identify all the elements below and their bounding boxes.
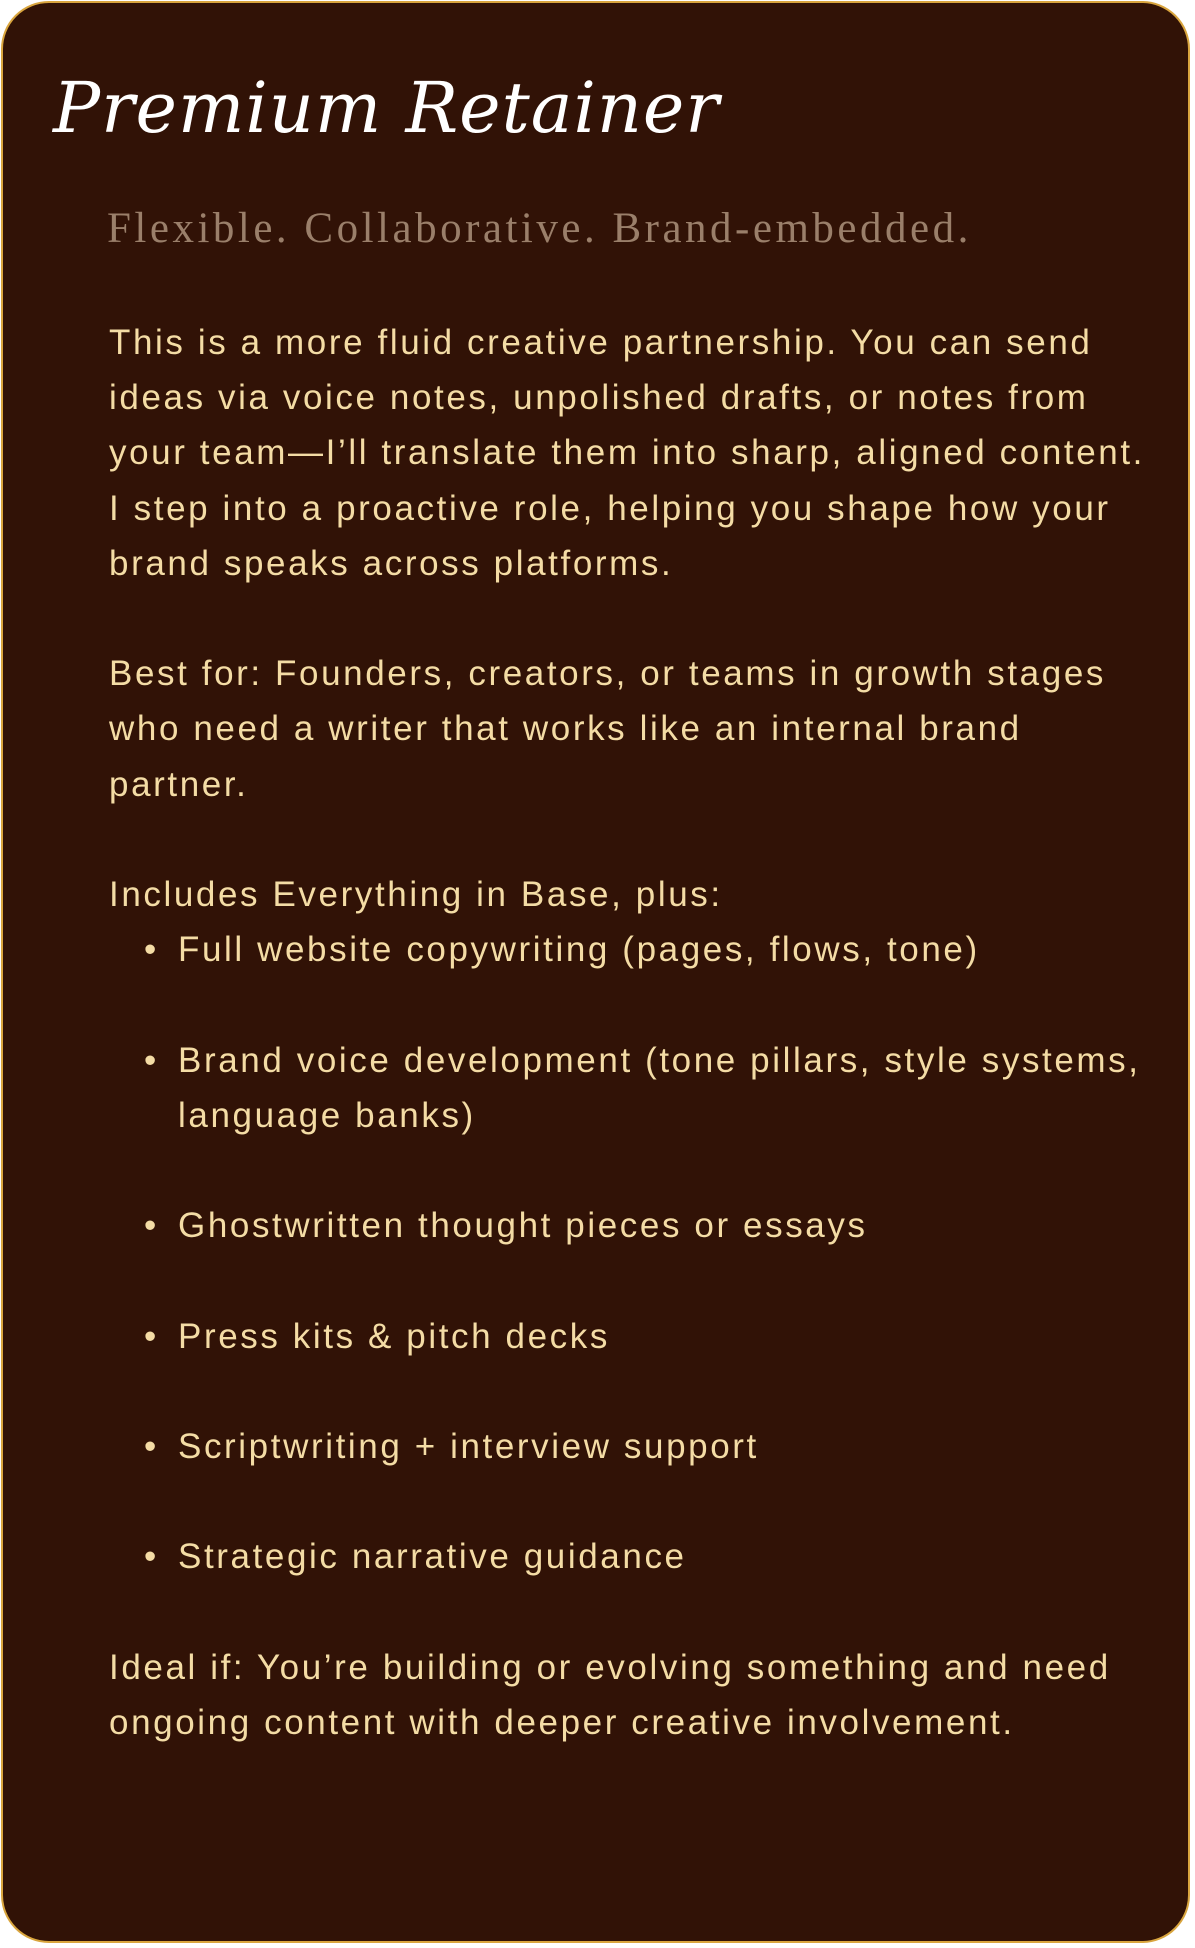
spacer bbox=[109, 591, 1149, 646]
list-item bbox=[144, 1198, 1149, 1253]
list-item bbox=[144, 1033, 1149, 1143]
best-for-paragraph: Best for: Founders, creators, or teams in growth stages who need a writer that works like an internal brand partner. bbox=[109, 654, 1106, 804]
list-item-text: Press kits & pitch decks bbox=[178, 1316, 610, 1356]
intro-paragraph: This is a more fluid creative partnership. You can send ideas via voice notes, unpolished drafts, or notes from your team—I’ll translate them into sharp, aligned content. I step into a proactive role, helping you shape how your brand speaks across platforms. bbox=[109, 323, 1145, 583]
list-item bbox=[144, 1529, 1149, 1584]
list-item-text: Full website copywriting (pages, flows, tone) bbox=[178, 930, 980, 970]
bullet-icon: • bbox=[144, 1316, 159, 1356]
list-item bbox=[144, 1419, 1149, 1474]
list-item-text: Ghostwritten thought pieces or essays bbox=[178, 1206, 868, 1246]
list-item bbox=[144, 1309, 1149, 1364]
ideal-if-paragraph: Ideal if: You’re building or evolving something and need ongoing content with deeper creative involvement. bbox=[109, 1647, 1111, 1742]
list-item-text: Brand voice development (tone pillars, style systems, language banks) bbox=[178, 1040, 1141, 1135]
bullet-icon: • bbox=[144, 930, 159, 970]
list-item bbox=[144, 922, 1149, 977]
card-tagline: Flexible. Collaborative. Brand-embedded. bbox=[107, 205, 972, 252]
includes-heading: Includes Everything in Base, plus: bbox=[109, 875, 723, 914]
card-title: Premium Retainer bbox=[53, 67, 720, 149]
bullet-icon: • bbox=[144, 1426, 159, 1466]
bullet-icon: • bbox=[144, 1040, 159, 1080]
list-item-text: Strategic narrative guidance bbox=[178, 1537, 687, 1577]
pricing-card bbox=[1, 1, 1190, 1943]
includes-list bbox=[109, 922, 1149, 1584]
bullet-icon: • bbox=[144, 1537, 159, 1577]
bullet-icon: • bbox=[144, 1206, 159, 1246]
card-body bbox=[109, 315, 1149, 1750]
list-item-text: Scriptwriting + interview support bbox=[178, 1426, 759, 1466]
spacer bbox=[109, 812, 1149, 867]
